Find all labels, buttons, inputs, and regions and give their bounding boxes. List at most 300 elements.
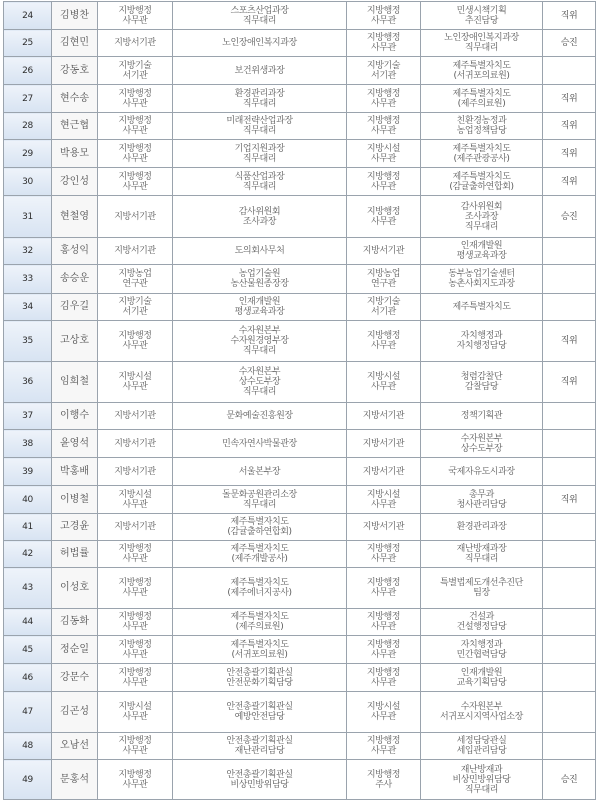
new-post-line: 조사과장	[464, 211, 499, 222]
row-number-cell	[4, 609, 52, 636]
current-post-line: 농산물원종장장	[230, 279, 289, 289]
new-post-line: 평생교육과장	[456, 251, 507, 261]
new-grade-line: 사무관	[371, 499, 396, 510]
remark-cell	[543, 2, 596, 30]
new-post-line: 세입관리담당	[456, 746, 507, 756]
new-grade-cell	[347, 458, 421, 486]
new-post-cell	[421, 30, 543, 57]
new-post-line: 민생시책기획	[456, 5, 507, 16]
new-grade-cell	[347, 85, 421, 113]
new-grade-line: 지방행정	[366, 116, 401, 126]
current-grade-cell	[98, 514, 173, 541]
current-post-line: 수자원본부	[238, 326, 281, 336]
person-name-cell	[52, 458, 98, 486]
row-number-cell	[4, 265, 52, 294]
table-row	[4, 168, 596, 196]
remark: 직위	[560, 336, 578, 346]
table-row	[4, 2, 596, 30]
person-name-cell	[52, 403, 98, 430]
new-grade-line: 사무관	[371, 649, 396, 660]
remark: 직위	[560, 176, 578, 187]
new-post-cell	[421, 294, 543, 321]
person-name-cell	[52, 541, 98, 568]
current-grade-line: 사무관	[122, 126, 148, 136]
current-grade-line: 사무관	[122, 677, 148, 688]
table-row	[4, 458, 596, 486]
new-grade-cell	[347, 514, 421, 541]
new-post-cell	[421, 57, 543, 85]
new-post-line: 민간협력담당	[456, 649, 507, 660]
person-name: 허법률	[60, 548, 89, 559]
row-number-cell	[4, 430, 52, 458]
row-number-cell	[4, 514, 52, 541]
new-post-cell	[421, 692, 543, 733]
current-grade-cell	[98, 458, 173, 486]
person-name: 박홍배	[60, 465, 89, 477]
current-grade-line: 지방시설	[118, 702, 152, 712]
person-name: 현근협	[60, 120, 89, 131]
new-post-line: 직무대리	[464, 554, 499, 564]
current-grade-line: 지방행정	[118, 667, 152, 678]
remark: 직위	[560, 148, 578, 159]
new-post-line: 수자원본부	[460, 433, 503, 444]
row-number-cell	[4, 636, 52, 664]
new-grade-line: 지방서기관	[362, 522, 405, 532]
current-grade-line: 사무관	[122, 181, 148, 192]
new-post-cell	[421, 568, 543, 609]
row-number: 30	[22, 176, 33, 187]
new-grade-line: 사무관	[371, 746, 396, 756]
person-name: 강인성	[60, 175, 89, 187]
new-post-line: 수자원본부	[460, 702, 503, 712]
current-post-line: 노인장애인복지과장	[222, 38, 297, 48]
new-post-cell	[421, 609, 543, 636]
person-name-cell	[52, 486, 98, 514]
new-post-cell	[421, 196, 543, 238]
new-grade-cell	[347, 113, 421, 140]
new-grade-line: 사무관	[371, 554, 396, 564]
table-row	[4, 514, 596, 541]
new-grade-line: 지방기술	[366, 297, 401, 307]
current-grade-line: 지방서기관	[114, 38, 156, 48]
new-grade-line: 지방시설	[366, 372, 401, 382]
remark: 직위	[560, 10, 578, 21]
row-number-cell	[4, 692, 52, 733]
row-number: 49	[22, 774, 33, 785]
current-post-line: 평생교육과장	[234, 307, 285, 317]
new-grade-line: 지방시설	[366, 489, 401, 500]
row-number: 39	[22, 466, 33, 477]
row-number: 32	[22, 246, 33, 256]
person-name-cell	[52, 636, 98, 664]
current-post-line: (제주개발공사)	[231, 554, 288, 564]
current-post-line: 상수도부장	[238, 377, 281, 387]
current-grade-line: 지방행정	[118, 578, 152, 588]
new-post-line: (서귀포의료원)	[453, 70, 510, 81]
row-number: 38	[22, 438, 33, 449]
new-grade-cell	[347, 403, 421, 430]
person-name-cell	[52, 30, 98, 57]
new-grade-line: 사무관	[371, 181, 396, 192]
new-post-line: 친환경농정과	[456, 116, 507, 126]
current-post-line: 제주특별자치도	[230, 517, 289, 527]
row-number-cell	[4, 140, 52, 168]
new-post-line: 세정담당관실	[456, 736, 507, 746]
row-number-cell	[4, 196, 52, 238]
current-grade-cell	[98, 430, 173, 458]
current-grade-line: 지방행정	[118, 612, 152, 622]
new-post-line: 청렴감찰단	[460, 372, 503, 382]
new-grade-line: 지방행정	[366, 612, 401, 622]
new-grade-cell	[347, 294, 421, 321]
person-name: 고상호	[60, 335, 89, 346]
person-name: 윤영석	[60, 437, 89, 449]
new-grade-cell	[347, 568, 421, 609]
new-post-cell	[421, 733, 543, 760]
person-name: 홍성익	[60, 245, 89, 256]
new-post-line: 제주특별자치도	[452, 143, 511, 154]
new-post-cell	[421, 760, 543, 800]
person-name-cell	[52, 609, 98, 636]
current-grade-line: 지방행정	[118, 88, 152, 99]
new-grade-line: 주사	[375, 779, 392, 790]
row-number-cell	[4, 458, 52, 486]
current-grade-line: 지방농업	[118, 269, 152, 279]
current-grade-cell	[98, 760, 173, 800]
new-grade-line: 지방행정	[366, 578, 401, 588]
new-post-line: 직무대리	[464, 221, 499, 232]
table-row	[4, 85, 596, 113]
current-grade-line: 사무관	[122, 779, 148, 790]
current-post-cell	[173, 664, 347, 692]
new-grade-line: 지방시설	[366, 143, 401, 154]
row-number-cell	[4, 664, 52, 692]
current-post-line: 농업기술원	[238, 269, 281, 279]
current-post-line: 문화예술진흥원장	[226, 411, 293, 421]
table-row	[4, 430, 596, 458]
row-number: 29	[22, 148, 33, 159]
new-grade-line: 사무관	[371, 43, 396, 53]
current-grade-cell	[98, 541, 173, 568]
remark-cell	[543, 692, 596, 733]
row-number: 24	[22, 10, 33, 21]
current-post-line: 예방안전담당	[234, 712, 285, 722]
new-grade-cell	[347, 168, 421, 196]
current-grade-line: 지방행정	[118, 639, 152, 650]
new-grade-line: 지방서기관	[362, 246, 405, 256]
current-post-line: 기업지원과장	[234, 143, 285, 154]
new-post-line: 농업정책담당	[456, 126, 507, 136]
current-grade-cell	[98, 265, 173, 294]
new-post-line: 감찰담당	[464, 382, 499, 392]
person-name-cell	[52, 514, 98, 541]
current-grade-cell	[98, 636, 173, 664]
person-name-cell	[52, 2, 98, 30]
new-grade-line: 지방행정	[366, 544, 401, 554]
row-number: 31	[22, 211, 33, 222]
row-number: 35	[22, 336, 33, 346]
row-number: 34	[22, 302, 33, 312]
row-number-cell	[4, 2, 52, 30]
row-number: 37	[22, 411, 33, 421]
new-grade-cell	[347, 265, 421, 294]
person-name: 강동호	[60, 64, 89, 76]
table-row	[4, 568, 596, 609]
current-grade-line: 지방행정	[118, 116, 152, 126]
row-number: 26	[22, 65, 33, 76]
row-number-cell	[4, 238, 52, 265]
current-grade-line: 지방행정	[118, 171, 152, 182]
current-post-line: 비상민방위담당	[230, 779, 289, 790]
new-grade-line: 사무관	[371, 712, 396, 722]
person-name-cell	[52, 321, 98, 362]
row-number-cell	[4, 85, 52, 113]
current-post-line: 직무대리	[242, 387, 277, 397]
row-number: 48	[22, 741, 33, 751]
new-post-line: 특별법제도개선추진단	[440, 578, 523, 588]
new-grade-cell	[347, 321, 421, 362]
current-grade-line: 사무관	[122, 746, 148, 756]
new-post-line: 건설행정담당	[456, 622, 507, 632]
current-post-line: 안전문화기획담당	[226, 677, 293, 688]
new-grade-cell	[347, 30, 421, 57]
new-grade-line: 사무관	[371, 153, 396, 164]
new-post-line: 팀장	[473, 588, 490, 598]
row-number-cell	[4, 733, 52, 760]
person-name: 김동화	[60, 616, 89, 627]
new-grade-line: 사무관	[371, 382, 396, 392]
person-name-cell	[52, 664, 98, 692]
new-grade-line: 지방행정	[366, 736, 401, 746]
table-row	[4, 733, 596, 760]
remark-cell	[543, 486, 596, 514]
table-row	[4, 362, 596, 403]
current-post-cell	[173, 692, 347, 733]
remark-cell	[543, 196, 596, 238]
current-post-cell	[173, 760, 347, 800]
current-grade-line: 사무관	[122, 153, 148, 164]
new-post-line: 자치행정담당	[456, 341, 507, 351]
remark: 승진	[560, 211, 578, 222]
person-name: 임희철	[60, 376, 89, 387]
row-number: 25	[22, 38, 33, 48]
current-grade-line: 사무관	[122, 98, 148, 109]
current-grade-line: 사무관	[122, 622, 148, 632]
current-post-cell	[173, 294, 347, 321]
table-row	[4, 57, 596, 85]
current-grade-line: 지방시설	[118, 489, 152, 500]
new-post-line: 청사관리담당	[456, 499, 507, 510]
new-post-line: 동부농업기술센터	[448, 269, 515, 279]
new-post-cell	[421, 362, 543, 403]
new-post-cell	[421, 541, 543, 568]
current-post-line: 미래전략산업과장	[226, 116, 293, 126]
table-row	[4, 113, 596, 140]
new-post-line: 감사위원회	[460, 201, 503, 212]
table-body	[4, 2, 596, 800]
person-name-cell	[52, 265, 98, 294]
person-name: 정순일	[60, 643, 89, 655]
remark: 승진	[560, 38, 578, 48]
remark-cell	[543, 113, 596, 140]
current-grade-cell	[98, 113, 173, 140]
table-row	[4, 265, 596, 294]
current-grade-cell	[98, 2, 173, 30]
row-number-cell	[4, 30, 52, 57]
remark-cell	[543, 85, 596, 113]
new-post-line: 비상민방위담당	[452, 774, 511, 785]
current-post-cell	[173, 609, 347, 636]
new-post-line: 자치행정과	[460, 639, 503, 650]
current-post-line: 조사과장	[242, 216, 277, 227]
current-post-line: 안전총괄기획관실	[226, 702, 293, 712]
current-post-line: 서울본부장	[238, 466, 281, 477]
new-post-cell	[421, 238, 543, 265]
new-grade-line: 지방행정	[366, 171, 401, 182]
row-number: 27	[22, 93, 33, 104]
new-post-line: 직무대리	[464, 43, 499, 53]
current-post-cell	[173, 57, 347, 85]
current-grade-cell	[98, 403, 173, 430]
current-grade-cell	[98, 294, 173, 321]
table-row	[4, 294, 596, 321]
remark-cell	[543, 30, 596, 57]
table-row	[4, 196, 596, 238]
remark: 직위	[560, 121, 578, 131]
current-post-line: 제주특별자치도	[230, 578, 289, 588]
new-grade-line: 지방행정	[366, 639, 401, 650]
current-grade-line: 지방서기관	[114, 438, 156, 449]
current-post-line: 제주특별자치도	[230, 639, 289, 650]
current-grade-line: 서기관	[122, 307, 148, 317]
current-grade-cell	[98, 321, 173, 362]
remark-cell	[543, 362, 596, 403]
new-post-line: 농촌사회지도과장	[448, 279, 515, 289]
person-name: 이성호	[60, 582, 89, 593]
row-number: 40	[22, 494, 33, 505]
table-row	[4, 636, 596, 664]
row-number-cell	[4, 760, 52, 800]
current-grade-cell	[98, 362, 173, 403]
current-post-line: 돌문화공원관리소장	[222, 489, 297, 500]
table-row	[4, 760, 596, 800]
new-post-line: 상수도부장	[460, 443, 503, 454]
remark-cell	[543, 168, 596, 196]
new-grade-cell	[347, 760, 421, 800]
new-post-line: 인재개발원	[460, 667, 503, 678]
person-name-cell	[52, 57, 98, 85]
person-name: 김곤성	[60, 706, 89, 717]
row-number-cell	[4, 486, 52, 514]
person-name: 문홍석	[60, 773, 89, 785]
person-name: 김현민	[60, 37, 89, 48]
remark-cell	[543, 609, 596, 636]
current-post-line: 인재개발원	[238, 297, 281, 307]
current-post-line: 민속자연사박물관장	[222, 438, 297, 449]
new-post-line: (감귤출하연합회)	[449, 181, 514, 192]
current-grade-line: 사무관	[122, 382, 148, 392]
table-row	[4, 609, 596, 636]
current-grade-cell	[98, 196, 173, 238]
new-post-line: 직무대리	[464, 784, 499, 795]
table-row	[4, 30, 596, 57]
person-name-cell	[52, 760, 98, 800]
remark-cell	[543, 733, 596, 760]
new-grade-line: 사무관	[371, 341, 396, 351]
new-post-line: (제주의료원)	[457, 98, 506, 109]
current-post-line: 안전총괄기획관실	[226, 769, 293, 780]
person-name: 현철영	[60, 210, 89, 222]
new-post-line: 노인장애인복지과장	[444, 33, 519, 43]
person-name: 강문수	[60, 671, 89, 683]
new-grade-line: 연구관	[371, 279, 396, 289]
new-grade-cell	[347, 362, 421, 403]
new-grade-line: 지방서기관	[362, 411, 405, 421]
row-number-cell	[4, 541, 52, 568]
new-post-cell	[421, 265, 543, 294]
current-post-line: 수자원본부	[238, 367, 281, 377]
current-grade-line: 사무관	[122, 499, 148, 510]
current-post-line: 환경관리과장	[234, 88, 285, 99]
new-post-line: 재난방재과	[460, 764, 503, 775]
new-grade-cell	[347, 196, 421, 238]
current-grade-cell	[98, 664, 173, 692]
new-post-line: 제주특별자치도	[452, 302, 511, 312]
remark-cell	[543, 636, 596, 664]
current-grade-cell	[98, 30, 173, 57]
current-grade-line: 서기관	[122, 70, 148, 81]
new-grade-line: 사무관	[371, 216, 396, 227]
current-grade-cell	[98, 486, 173, 514]
new-grade-line: 지방행정	[366, 88, 401, 99]
row-number: 36	[22, 377, 33, 387]
new-post-cell	[421, 458, 543, 486]
new-post-line: (제주관광공사)	[453, 153, 510, 164]
current-grade-line: 사무관	[122, 649, 148, 660]
current-post-line: 재난관리담당	[234, 746, 285, 756]
current-grade-line: 사무관	[122, 712, 148, 722]
current-grade-cell	[98, 140, 173, 168]
new-post-line: 제주특별자치도	[452, 60, 511, 71]
current-post-cell	[173, 140, 347, 168]
remark-cell	[543, 57, 596, 85]
current-grade-cell	[98, 692, 173, 733]
person-name: 박용모	[60, 147, 89, 159]
row-number: 45	[22, 644, 33, 655]
new-grade-cell	[347, 430, 421, 458]
remark-cell	[543, 294, 596, 321]
new-grade-line: 지방행정	[366, 769, 401, 780]
person-name-cell	[52, 238, 98, 265]
current-post-cell	[173, 85, 347, 113]
new-post-line: 재난방재과장	[456, 544, 507, 554]
current-post-line: 안전총괄기획관실	[226, 667, 293, 678]
current-post-cell	[173, 568, 347, 609]
person-name-cell	[52, 362, 98, 403]
new-post-cell	[421, 636, 543, 664]
current-grade-line: 지방행정	[118, 544, 152, 554]
remark-cell	[543, 140, 596, 168]
current-post-line: 직무대리	[242, 499, 277, 510]
current-grade-line: 지방행정	[118, 769, 152, 780]
current-post-cell	[173, 430, 347, 458]
current-grade-line: 지방기술	[118, 60, 152, 71]
row-number: 46	[22, 672, 33, 683]
remark-cell	[543, 403, 596, 430]
row-number-cell	[4, 321, 52, 362]
new-grade-cell	[347, 636, 421, 664]
person-name-cell	[52, 692, 98, 733]
